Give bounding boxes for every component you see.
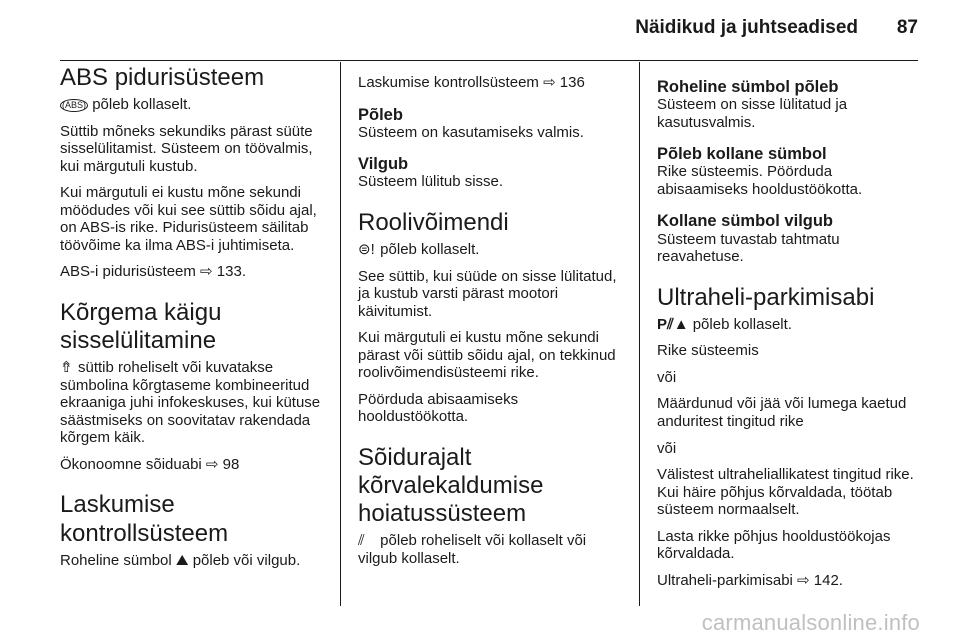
section-heading-upshift: Kõrgema käigu sisselülitamine: [60, 299, 222, 355]
section-heading-lane-departure: Sõidurajalt kõrvalekaldumise hoiatussüsteem: [358, 443, 544, 528]
abs-paragraph: Süttib mõneks sekundiks pärast süüte sisselülitamist. Süsteem on töövalmis, kui märgutuli kustub.: [60, 122, 313, 175]
descent-text-a: Roheline sümbol: [60, 551, 172, 569]
lane-departure-icon: ⫽: [358, 532, 365, 550]
parking-status: [657, 316, 919, 334]
abs-paragraph: Kui märgutuli ei kustu mõne sekundi möödudes või kui see süttib sõidu ajal, on ABS-is rike. Pidurisüsteem säilitab töövõime ka ilma ABS-i juhtimiseta.: [60, 184, 317, 254]
parking-paragraph: või: [657, 439, 677, 457]
abs-warning-icon: (ABS): [62, 100, 87, 111]
parking-paragraph: Lasta rikke põhjus hooldustöökojas kõrvaldada.: [657, 527, 891, 563]
upshift-paragraph: [60, 359, 322, 447]
flashing-text: Süsteem lülitub sisse.: [358, 173, 504, 191]
running-header-title: Näidikud ja juhtseadised: [635, 17, 858, 38]
steering-paragraph: Kui märgutuli ei kustu mõne sekundi pärast või süttib sõidu ajal, on tekkinud roolivõimendisüsteemi rike.: [358, 329, 616, 382]
descent-text-b: põleb või vilgub.: [192, 551, 301, 569]
abs-cross-reference: ABS-i pidurisüsteem ⇨ 133.: [60, 263, 246, 281]
subheading-yellow-flashing: Kollane sümbol vilgub: [657, 212, 834, 231]
page-number: 87: [896, 17, 918, 38]
column-divider: [639, 62, 640, 606]
section-heading-parking-assist: Ultraheli-parkimisabi: [657, 283, 875, 311]
subheading-green-lit: Roheline sümbol põleb: [657, 78, 839, 96]
watermark: carmanualsonline.info: [701, 610, 920, 635]
column-3: [657, 64, 919, 610]
parking-cross-reference: Ultraheli-parkimisabi ⇨ 142.: [657, 571, 843, 589]
power-steering-icon: ⊜!: [358, 241, 375, 258]
lane-text: põleb roheliselt või kollaselt või vilgub kollaselt.: [358, 532, 587, 567]
upshift-text: süttib roheliselt või kuvatakse sümbolina kõrgtaseme kombineeritud ekraaniga juhi infokeskuses, kui kütuse säästmiseks on soovitatav rakendada kõrgem käik.: [60, 359, 321, 447]
subheading-yellow-lit: Põleb kollane sümbol: [657, 145, 827, 164]
green-lit-text: Süsteem on sisse lülitatud ja kasutusvalmis.: [657, 96, 848, 131]
upshift-icon: ⇮: [60, 359, 73, 377]
steering-status: [358, 241, 620, 259]
abs-status: [60, 96, 322, 114]
descent-control-icon: ⛰: [175, 551, 189, 569]
yellow-flashing-text: Süsteem tuvastab tahtmatu reavahetuse.: [657, 230, 840, 266]
abs-status-text: põleb kollaselt.: [92, 96, 192, 114]
column-2: [358, 64, 620, 610]
section-heading-descent-control: Laskumise kontrollsüsteem: [60, 491, 229, 547]
section-heading-abs: ABS pidurisüsteem: [60, 64, 265, 91]
parking-status-text: põleb kollaselt.: [692, 315, 792, 333]
column-1: [60, 64, 322, 610]
parking-paragraph: Välistest ultraheliallikatest tingitud rike. Kui häire põhjus kõrvaldada, töötab süsteem normaalselt.: [657, 466, 914, 519]
subheading-lit: Põleb: [358, 105, 403, 124]
lit-text: Süsteem on kasutamiseks valmis.: [358, 123, 584, 141]
parking-paragraph: või: [657, 368, 677, 386]
parking-paragraph: Rike süsteemis: [657, 342, 759, 360]
header-divider: [60, 60, 918, 61]
steering-status-text: põleb kollaselt.: [380, 241, 480, 258]
yellow-lit-text: Rike süsteemis. Pöörduda abisaamiseks hooldustöökotta.: [657, 163, 863, 198]
descent-paragraph: [60, 552, 322, 570]
column-divider: [340, 62, 341, 606]
descent-cross-reference: Laskumise kontrollsüsteem ⇨ 136: [358, 74, 585, 91]
lane-paragraph: [358, 532, 620, 567]
parking-paragraph: Määrdunud või jää või lumega kaetud anduritest tingitud rike: [657, 395, 907, 430]
steering-paragraph: Pöörduda abisaamiseks hooldustöökotta.: [358, 390, 519, 426]
parking-assist-icon: P⫽▲: [657, 315, 689, 333]
subheading-flashing: Vilgub: [358, 155, 409, 174]
steering-paragraph: See süttib, kui süüde on sisse lülitatud, ja kustub varsti pärast mootori käivitumist.: [358, 267, 617, 320]
section-heading-power-steering: Roolivõimendi: [358, 208, 509, 236]
upshift-cross-reference: Ökonoomne sõiduabi ⇨ 98: [60, 455, 240, 473]
